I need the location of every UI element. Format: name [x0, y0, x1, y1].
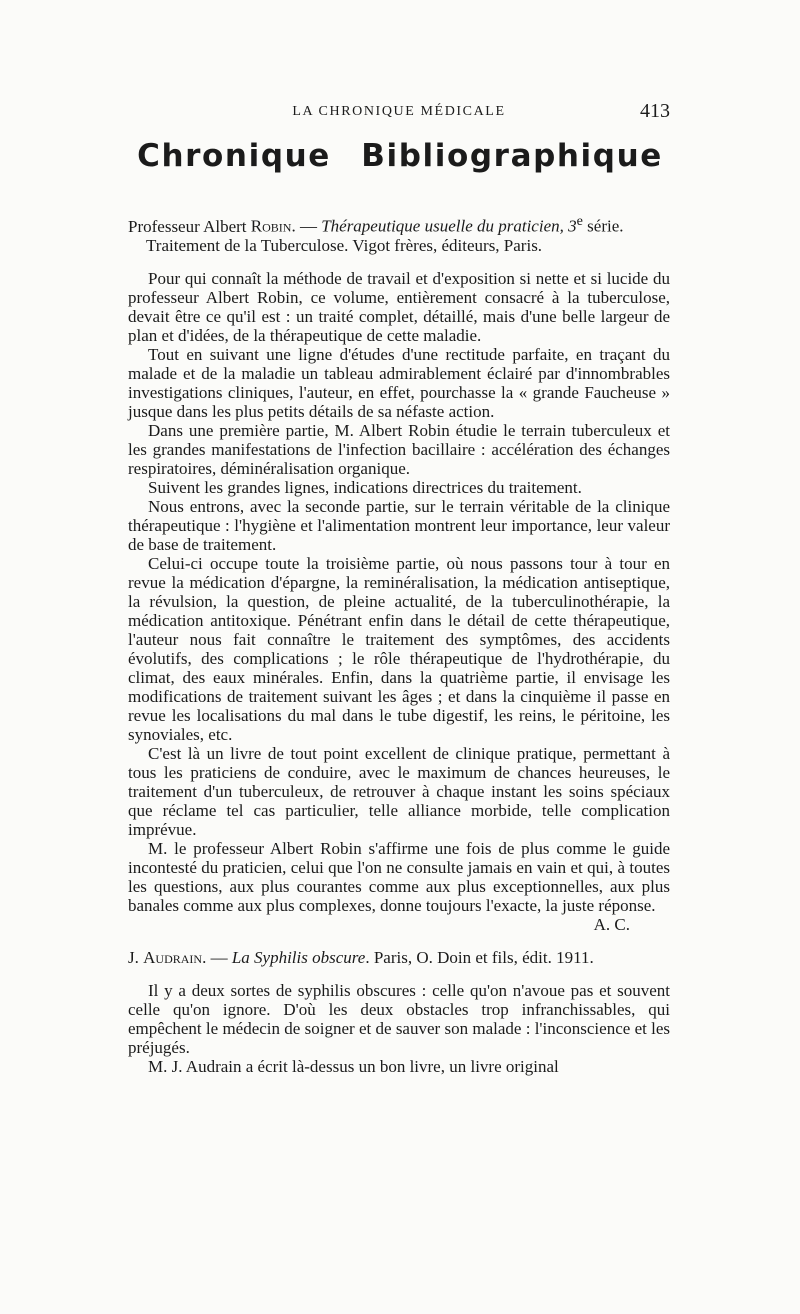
review2-author-initial: J.	[128, 947, 144, 967]
running-title: LA CHRONIQUE MÉDICALE	[292, 104, 506, 119]
review1-paragraph: Nous entrons, avec la seconde partie, sur le terrain véritable de la clinique thérapeutique : l'hygiène et l'alimentation montrent leur importance, leur valeur de base de traitement.	[128, 496, 670, 554]
page-number: 413	[640, 100, 670, 122]
review1-paragraph: Suivent les grandes lignes, indications directrices du traitement.	[148, 477, 582, 497]
review1-paragraph: M. le professeur Albert Robin s'affirme une fois de plus comme le guide incontesté du praticien, celui que l'on ne consulte jamais en vain et qui, à toutes les questions, aux plus courantes comme aux plus exceptionnelles, aux plus banales comme aux plus complexes, donne toujours l'exacte, la juste réponse.	[128, 838, 670, 915]
spacer	[128, 255, 670, 269]
review2-publisher: . Paris, O. Doin et fils, édit. 1911.	[365, 947, 594, 967]
review2-paragraph: Il y a deux sortes de syphilis obscures : celle qu'on n'avoue pas et souvent celle qu'on ignore. D'où les deux obstacles trop infranchissables, qui empêchent le médecin de soigner et de sauver son malade : l'inconscience et les préjugés.	[128, 980, 670, 1057]
review1-citation	[128, 212, 670, 255]
review2-paragraph: M. J. Audrain a écrit là-dessus un bon livre, un livre original	[148, 1056, 559, 1076]
review1-book-title: Thérapeutique usuelle du praticien, 3	[321, 216, 577, 236]
review1-separator: . —	[291, 216, 322, 236]
section-title: Chronique Bibliographique	[137, 138, 663, 174]
body-text	[128, 212, 670, 1076]
review1-author-first: Professeur Albert	[128, 216, 251, 236]
review1-author-last: Robin	[250, 216, 292, 236]
review2-author-last: Audrain	[143, 947, 203, 967]
review1-subline: Traitement de la Tuberculose. Vigot frères, éditeurs, Paris.	[146, 235, 543, 255]
review2-book-title: La Syphilis obscure	[231, 947, 366, 967]
review2-separator: . —	[202, 947, 232, 967]
spacer	[128, 967, 670, 981]
review1-paragraph: Celui-ci occupe toute la troisième partie, où nous passons tour à tour en revue la médication d'épargne, la reminéralisation, la médication antiseptique, la révulsion, la question, de pleine actualité, de la tuberculinothérapie, la médication antitoxique. Pénétrant enfin dans le détail de cette thérapeutique, l'auteur nous fait connaître le traitement des symptômes, des accidents évolutifs, des complications ; le rôle thérapeutique de l'hydrothérapie, du climat, des eaux minérales. Enfin, dans la quatrième partie, il envisage les modifications de traitement suivant les âges ; et dans la cinquième il passe en revue les localisations du mal dans le tube digestif, les reins, le péritoine, les synoviales, etc.	[128, 553, 670, 744]
review1-paragraph: C'est là un livre de tout point excellent de clinique pratique, permettant à tous les praticiens de conduire, avec le maximum de chances heureuses, le traitement d'un tuberculeux, de retrouver à chaque instant les soins spéciaux que réclame tel cas particulier, telle alliance morbide, telle complication imprévue.	[128, 743, 670, 839]
running-head	[128, 100, 670, 126]
spacer	[128, 934, 670, 948]
review2-citation	[128, 948, 670, 967]
review1-signature: A. C.	[593, 914, 630, 934]
review1-series-rest: série.	[582, 216, 624, 236]
review1-paragraph: Dans une première partie, M. Albert Robin étudie le terrain tuberculeux et les grandes manifestations de l'infection bacillaire : accélération des échanges respiratoires, déminéralisation organique.	[128, 420, 670, 478]
review1-paragraph: Pour qui connaît la méthode de travail et d'exposition si nette et si lucide du professeur Albert Robin, ce volume, entièrement consacré à la tuberculose, devait être ce qu'il est : un traité complet, détaillé, mais d'une belle largeur de plan et d'idées, de la thérapeutique de cette maladie.	[128, 268, 670, 345]
review1-paragraph: Tout en suivant une ligne d'études d'une rectitude parfaite, en traçant du malade et de la maladie un tableau admirablement éclairé par d'innombrables investigations cliniques, l'auteur, en effet, pourchasse la « grande Faucheuse » jusque dans les plus petits détails de sa néfaste action.	[128, 344, 670, 421]
review1-series-sup: e	[576, 213, 583, 229]
